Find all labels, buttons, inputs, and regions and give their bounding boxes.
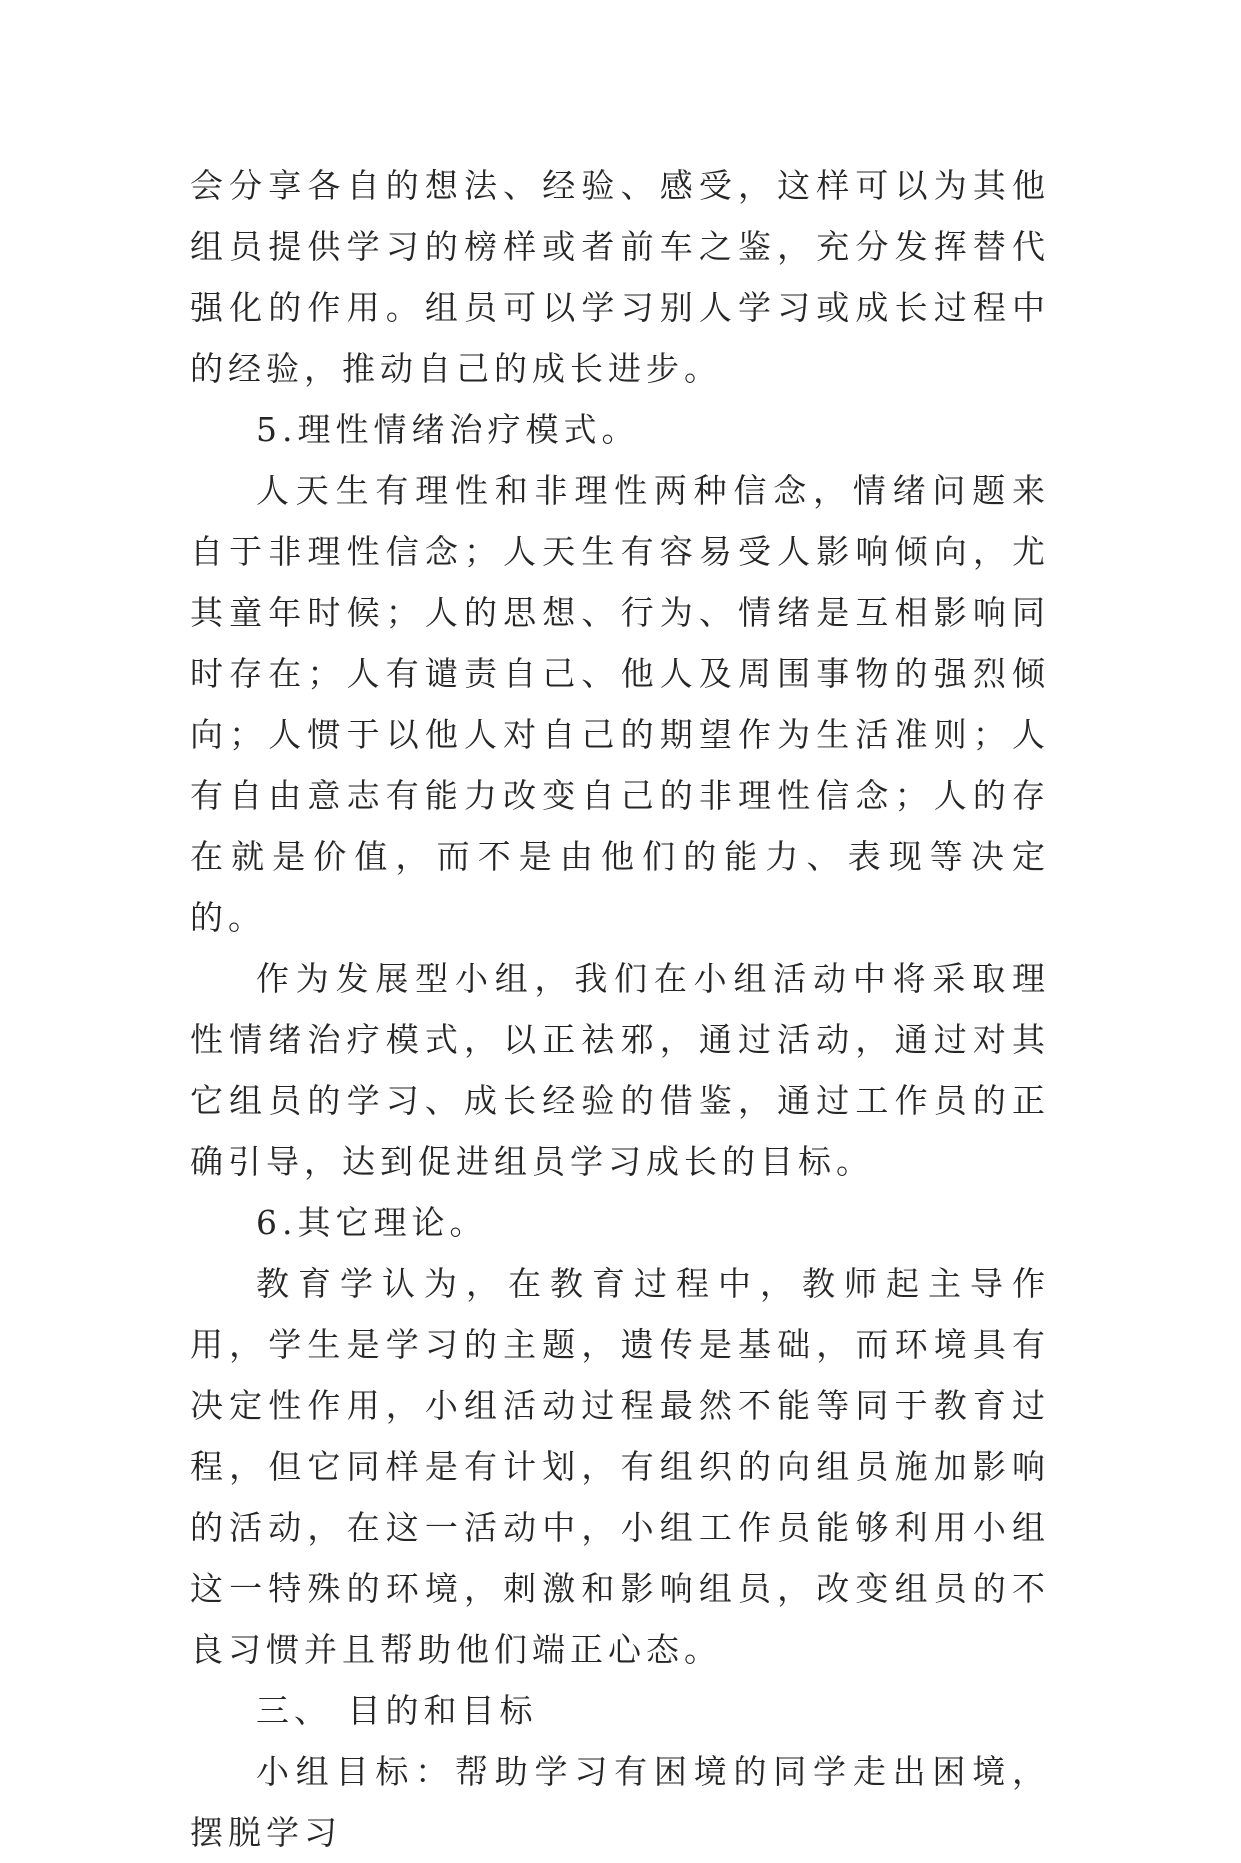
section-heading: 6.其它理论。 — [256, 1203, 488, 1242]
document-body — [190, 155, 1050, 1863]
paragraph: 小组目标：帮助学习有困境的同学走出困境，摆脱学习 — [190, 1752, 1050, 1852]
paragraph: 人天生有理性和非理性两种信念，情绪问题来自于非理性信念；人天生有容易受人影响倾向，尤其童年时候；人的思想、行为、情绪是互相影响同时存在；人有谴责自己、他人及周围事物的强烈倾向；人惯于以他人对自己的期望作为生活准则；人有自由意志有能力改变自己的非理性信念；人的存在就是价值，而不是由他们的能力、表现等决定的。 — [190, 471, 1050, 937]
section-heading: 5.理性情绪治疗模式。 — [256, 410, 640, 449]
paragraph: 作为发展型小组，我们在小组活动中将采取理性情绪治疗模式，以正祛邪，通过活动，通过对其它组员的学习、成长经验的借鉴，通过工作员的正确引导，达到促进组员学习成长的目标。 — [190, 959, 1050, 1181]
paragraph: 教育学认为，在教育过程中，教师起主导作用，学生是学习的主题，遗传是基础，而环境具有决定性作用，小组活动过程最然不能等同于教育过程，但它同样是有计划，有组织的向组员施加影响的活动，在这一活动中，小组工作员能够利用小组这一特殊的环境，刺激和影响组员，改变组员的不良习惯并且帮助他们端正心态。 — [190, 1264, 1050, 1669]
section-heading: 三、 目的和目标 — [256, 1691, 538, 1730]
paragraph: 会分享各自的想法、经验、感受，这样可以为其他组员提供学习的榜样或者前车之鉴，充分发挥替代强化的作用。组员可以学习别人学习或成长过程中的经验，推动自己的成长进步。 — [190, 166, 1050, 388]
